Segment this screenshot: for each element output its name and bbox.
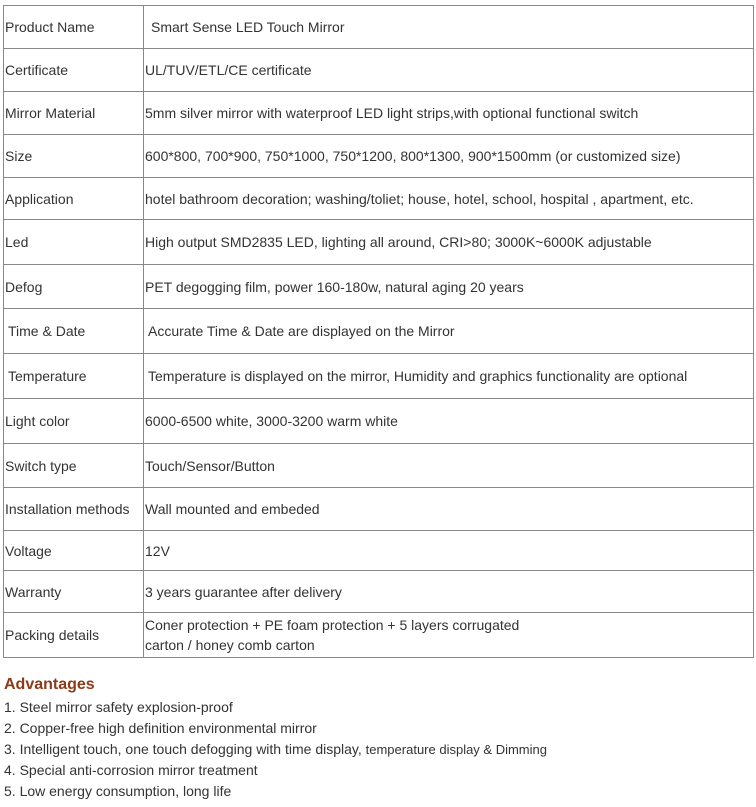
list-item-tail: temperature display & Dimming: [365, 742, 547, 757]
spec-value: 12V: [144, 531, 754, 571]
spec-value: [144, 613, 754, 658]
spec-value-line: Coner protection + PE foam protection + 5 layers corrugated: [145, 617, 520, 633]
spec-label: Installation methods: [4, 488, 144, 531]
spec-value: 6000-6500 white, 3000-3200 warm white: [144, 399, 754, 444]
spec-label: Certificate: [4, 49, 144, 92]
table-row: [4, 220, 754, 265]
table-row: [4, 399, 754, 444]
spec-value: 600*800, 700*900, 750*1000, 750*1200, 800*1300, 900*1500mm (or customized size): [144, 135, 754, 178]
table-row: [4, 488, 754, 531]
spec-label: Switch type: [4, 444, 144, 488]
spec-label: Led: [4, 220, 144, 265]
table-row: [4, 92, 754, 135]
list-item: 1. Steel mirror safety explosion-proof: [4, 699, 233, 715]
spec-label: Time & Date: [4, 309, 144, 354]
spec-label: Defog: [4, 265, 144, 309]
table-row: [4, 135, 754, 178]
table-row: [4, 444, 754, 488]
spec-value: Smart Sense LED Touch Mirror: [144, 6, 754, 49]
spec-label: Voltage: [4, 531, 144, 571]
spec-label: Product Name: [4, 6, 144, 49]
spec-label: Warranty: [4, 571, 144, 613]
table-row: [4, 531, 754, 571]
spec-value: Accurate Time & Date are displayed on the Mirror: [144, 309, 754, 354]
table-row: [4, 178, 754, 220]
list-item: 4. Special anti-corrosion mirror treatment: [4, 762, 258, 778]
spec-label: Light color: [4, 399, 144, 444]
spec-value: Touch/Sensor/Button: [144, 444, 754, 488]
table-row: [4, 354, 754, 399]
spec-value: 5mm silver mirror with waterproof LED light strips,with optional functional switch: [144, 92, 754, 135]
list-item: [4, 739, 754, 760]
spec-value: hotel bathroom decoration; washing/toliet; house, hotel, school, hospital , apartment, etc.: [144, 178, 754, 220]
spec-value-line: carton / honey comb carton: [145, 637, 315, 653]
spec-value: High output SMD2835 LED, lighting all around, CRI>80; 3000K~6000K adjustable: [144, 220, 754, 265]
spec-value: UL/TUV/ETL/CE certificate: [144, 49, 754, 92]
spec-label: Application: [4, 178, 144, 220]
table-row: [4, 571, 754, 613]
spec-value: PET degogging film, power 160-180w, natural aging 20 years: [144, 265, 754, 309]
spec-label: Mirror Material: [4, 92, 144, 135]
spec-value: Wall mounted and embeded: [144, 488, 754, 531]
spec-value: Temperature is displayed on the mirror, Humidity and graphics functionality are optional: [144, 354, 754, 399]
list-item: 5. Low energy consumption, long life: [4, 783, 232, 799]
list-item: 2. Copper-free high definition environmental mirror: [4, 720, 317, 736]
table-row: [4, 309, 754, 354]
table-row: [4, 49, 754, 92]
table-row: [4, 265, 754, 309]
specifications-table: [3, 5, 754, 658]
spec-label: Size: [4, 135, 144, 178]
list-item-text: 3. Intelligent touch, one touch defogging with time display,: [4, 741, 366, 757]
table-row: [4, 613, 754, 658]
advantages-heading: Advantages: [4, 676, 95, 693]
spec-value: 3 years guarantee after delivery: [144, 571, 754, 613]
spec-label: Temperature: [4, 354, 144, 399]
spec-label: Packing details: [4, 613, 144, 658]
table-row: [4, 6, 754, 49]
advantages-list: [4, 697, 754, 802]
